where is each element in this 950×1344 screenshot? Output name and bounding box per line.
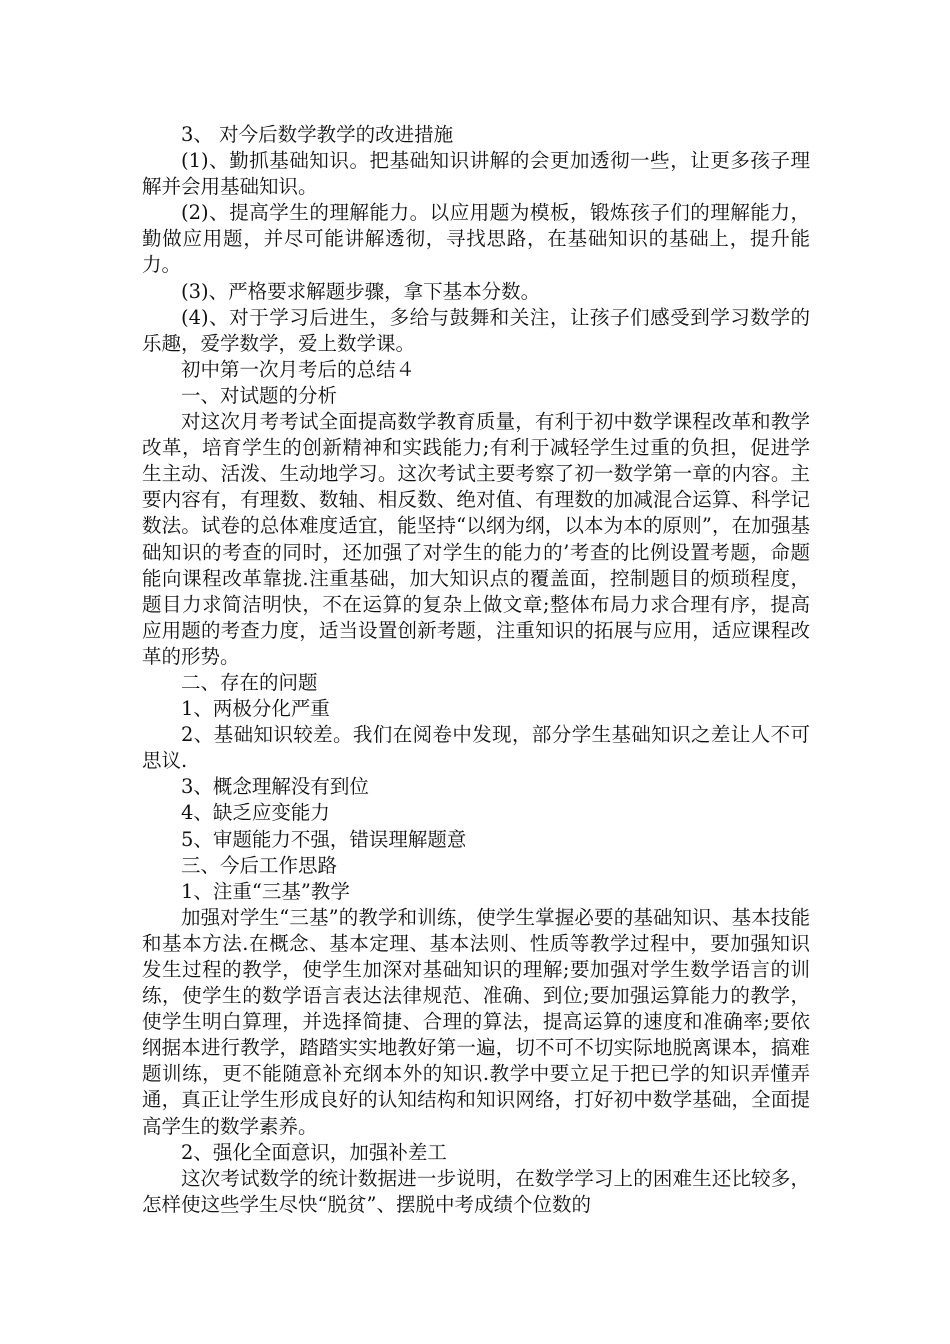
heading-future-work: 三、今后工作思路 [181,853,338,877]
paragraph-measure-1: (1)、勤抓基础知识。把基础知识讲解的会更加透彻一些，让更多孩子理解并会用基础知识。 [142,149,810,199]
paragraph-measure-4: (4)、对于学习后进生，多给与鼓舞和关注，让孩子们感受到学习数学的乐趣，爱学数学，爱上数学课。 [142,305,810,355]
paragraph-three-basics: 加强对学生“三基”的教学和训练，使学生掌握必要的基础知识、基本技能和基本方法.在概念、基本定理、基本法则、性质等教学过程中，要加强知识发生过程的教学，使学生加深对基础知识的理解;要加强对学生数学语言的训练，使学生的数学语言表达法律规范、准确、到位;要加强运算能力的教学，使学生明白算理，并选择简捷、合理的算法，提高运算的速度和准确率;要依纲据本进行教学，踏踏实实地教好第一遍，切不可不切实际地脱离课本，搞难题训练，更不能随意补充纲本外的知识.教学中要立足于把已学的知识弄懂弄通，真正让学生形成良好的认知结构和知识网络，打好初中数学基础，全面提高学生的数学素养。 [142,905,810,1138]
subheading-remedial-work: 2、强化全面意识，加强补差工 [181,1140,447,1164]
paragraph-measure-3: (3)、严格要求解题步骤，拿下基本分数。 [181,279,541,303]
heading-improvement-measures: 3、 对今后数学教学的改进措施 [181,123,454,146]
heading-existing-problems: 二、存在的问题 [181,670,318,694]
problem-item-3: 3、概念理解没有到位 [181,775,369,799]
document-body [142,122,810,1218]
problem-item-5: 5、审题能力不强，错误理解题意 [181,827,467,851]
paragraph-exam-analysis: 对这次月考考试全面提高数学教育质量，有利于初中数学课程改革和教学改革，培育学生的创新精神和实践能力;有利于减轻学生过重的负担，促进学生主动、活泼、生动地学习。这次考试主要考察了初一数学第一章的内容。主要内容有，有理数、数轴、相反数、绝对值、有理数的加减混合运算、科学记数法。试卷的总体难度适宜，能坚持“以纲为纲，以本为本的原则”，在加强基础知识的考查的同时，还加强了对学生的能力的’考查的比例设置考题，命题能向课程改革靠拢.注重基础，加大知识点的覆盖面，控制题目的烦琐程度，题目力求简洁明快，不在运算的复杂上做文章;整体布局力求合理有序，提高应用题的考查力度，适当设置创新考题，注重知识的拓展与应用，适应课程改革的形势。 [142,410,810,668]
problem-item-1: 1、两极分化严重 [181,697,330,721]
problem-item-2: 2、基础知识较差。我们在阅卷中发现，部分学生基础知识之差让人不可思议. [142,723,810,773]
subheading-three-basics: 1、注重“三基”教学 [181,879,350,903]
section-title-summary-4: 初中第一次月考后的总结４ [181,357,416,381]
paragraph-remedial-work: 这次考试数学的统计数据进一步说明，在数学学习上的困难生还比较多，怎样使这些学生尽快“脱贫”、摆脱中考成绩个位数的 [142,1166,810,1216]
problem-item-4: 4、缺乏应变能力 [181,801,330,825]
paragraph-measure-2: (2)、提高学生的理解能力。以应用题为模板，锻炼孩子们的理解能力，勤做应用题，并尽可能讲解透彻，寻找思路，在基础知识的基础上，提升能力。 [142,201,810,277]
heading-exam-analysis: 一、对试题的分析 [181,383,338,407]
